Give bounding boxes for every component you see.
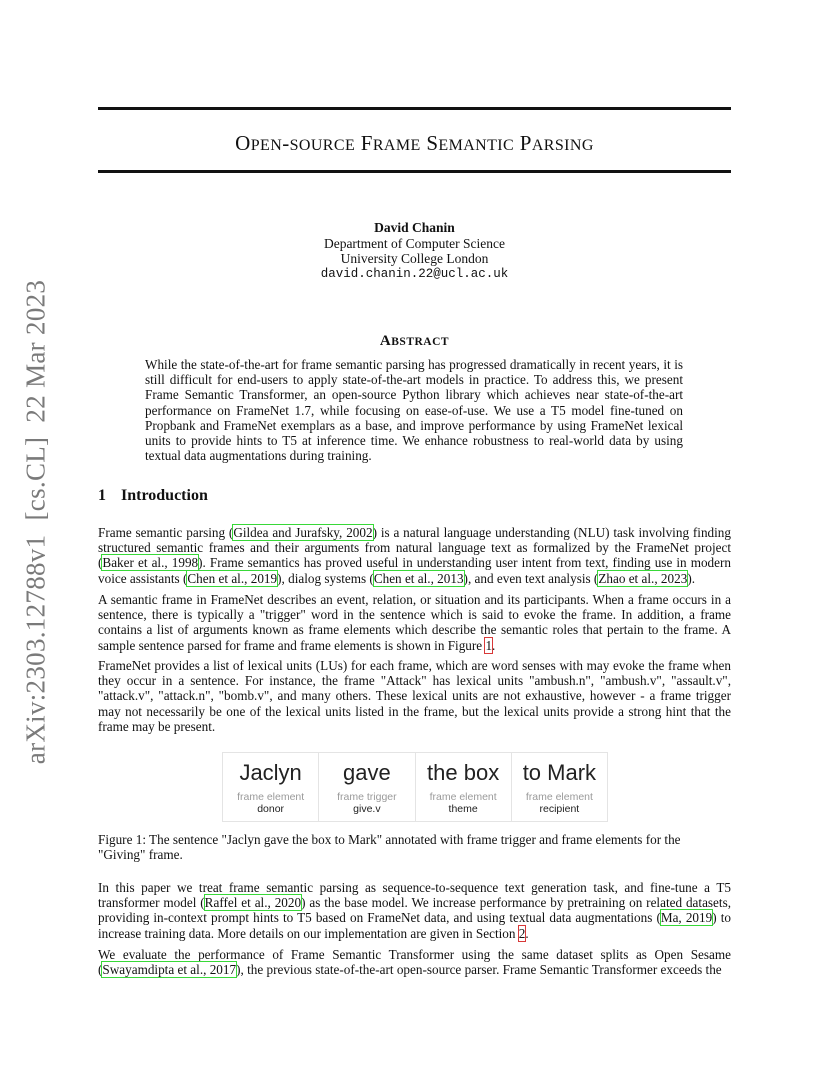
citation-link[interactable]: Raffel et al., 2020 [204, 895, 302, 911]
figure-role-label: theme [448, 803, 478, 815]
citation-link[interactable]: Chen et al., 2019 [187, 570, 278, 586]
paragraph-5: We evaluate the performance of Frame Semantic Transformer using the same dataset splits as Open Sesame (Swayamdipta et al., 2017), the previous state-of-the-art open-source parser. Frame Semantic Transformer exceeds the [98, 947, 731, 978]
author-name: David Chanin [374, 220, 455, 235]
figure-role-label: give.v [353, 803, 381, 815]
citation-link[interactable]: Baker et al., 1998 [102, 555, 199, 571]
paragraph-4: In this paper we treat frame semantic parsing as sequence-to-sequence text generation task, and fine-tune a T5 transformer model (Raffel et al., 2020) as the base model. We increase performance by pretraining on related datasets, providing in-context prompt hints to T5 based on FrameNet data, and using textual data augmentations (Ma, 2019) to increase training data. More details on our implementation are given in Section 2. [98, 880, 731, 941]
figure-kind-label: frame element [237, 791, 305, 803]
figure-role-label: recipient [539, 803, 580, 815]
abstract-heading: ABSTRACT [379, 333, 450, 349]
figure-cell [512, 753, 607, 821]
citation-link[interactable]: Ma, 2019 [660, 910, 713, 926]
title-rule-top [98, 107, 731, 110]
figure-word: the box [427, 760, 500, 785]
figure-kind-label: frame element [429, 791, 497, 803]
arxiv-stamp: arXiv:2303.12788v1 [cs.CL] 22 Mar 2023 [20, 279, 51, 765]
figure-caption: Figure 1: The sentence "Jaclyn gave the box to Mark" annotated with frame trigger and frame elements for the "Giving" frame. [98, 832, 681, 863]
abstract-body: While the state-of-the-art for frame semantic parsing has progressed dramatically in recent years, it is still difficult for end-users to apply state-of-the-art models in practice. To address this, we present Frame Semantic Transformer, an open-source Python library which achieves near state-of-the-art performance on FrameNet 1.7, while focusing on ease-of-use. We use a T5 model fine-tuned on Propbank and FrameNet exemplars as a base, and improve performance by using FrameNet lexical units to provide hints to T5 at inference time. We enhance robustness to real-world data by using textual data augmentations during training. [145, 357, 683, 464]
figure-ref-link[interactable]: 1 [485, 637, 493, 653]
figure-cell [223, 753, 319, 821]
paragraph-3: FrameNet provides a list of lexical units (LUs) for each frame, which are word senses with may evoke the frame when they occur in a sentence. For instance, the frame "Attack" has lexical units "ambush.n", "ambush.v", "assault.v", "attack.v", "attack.n", "bomb.v", and many others. These lexical units are not exhaustive, however - a frame trigger may not necessarily be one of the lexical units listed in the frame, but the lexical units provide a strong hint that the frame may be present. [98, 658, 731, 734]
paper-title: OPEN-SOURCE FRAME SEMANTIC PARSING [235, 131, 594, 155]
author-university: University College London [340, 251, 489, 266]
author-block [98, 220, 731, 282]
citation-link[interactable]: Zhao et al., 2023 [598, 570, 688, 586]
figure-word: gave [343, 760, 391, 785]
citation-link[interactable]: Gildea and Jurafsky, 2002 [233, 525, 373, 540]
section-number: 1 [98, 487, 106, 504]
paragraph-2: A semantic frame in FrameNet describes an event, relation, or situation and its participants. When a frame occurs in a sentence, there is typically a "trigger" word in the sentence which is said to evoke the frame. In addition, a frame contains a list of arguments known as frame elements which describe the semantic roles that pertain to the frame. A sample sentence parsed for frame and frame elements is shown in Figure 1. [98, 592, 731, 653]
paragraph-1: Frame semantic parsing (Gildea and Jurafsky, 2002) is a natural language understanding (NLU) task involving finding structured semantic frames and their arguments from natural language text as formalized by the FrameNet project (Baker et al., 1998). Frame semantics has proved useful in understanding user intent from text, finding use in modern voice assistants (Chen et al., 2019), dialog systems (Chen et al., 2013), and even text analysis (Zhao et al., 2023). [98, 525, 731, 586]
citation-link[interactable]: Swayamdipta et al., 2017 [102, 962, 237, 978]
section-ref-link[interactable]: 2 [518, 925, 526, 941]
section-heading [98, 487, 208, 505]
author-department: Department of Computer Science [323, 235, 506, 251]
figure-word: Jaclyn [239, 760, 302, 785]
section-title: Introduction [121, 487, 208, 504]
figure-cell [416, 753, 512, 821]
figure-role-label: donor [257, 803, 285, 815]
figure-kind-label: frame trigger [337, 791, 397, 803]
title-rule-bottom [98, 170, 731, 173]
figure-kind-label: frame element [525, 791, 593, 803]
figure-1 [222, 752, 608, 822]
figure-word: to Mark [522, 760, 597, 785]
author-email: david.chanin.22@ucl.ac.uk [320, 266, 509, 281]
citation-link[interactable]: Chen et al., 2013 [373, 570, 464, 586]
figure-cell [319, 753, 415, 821]
